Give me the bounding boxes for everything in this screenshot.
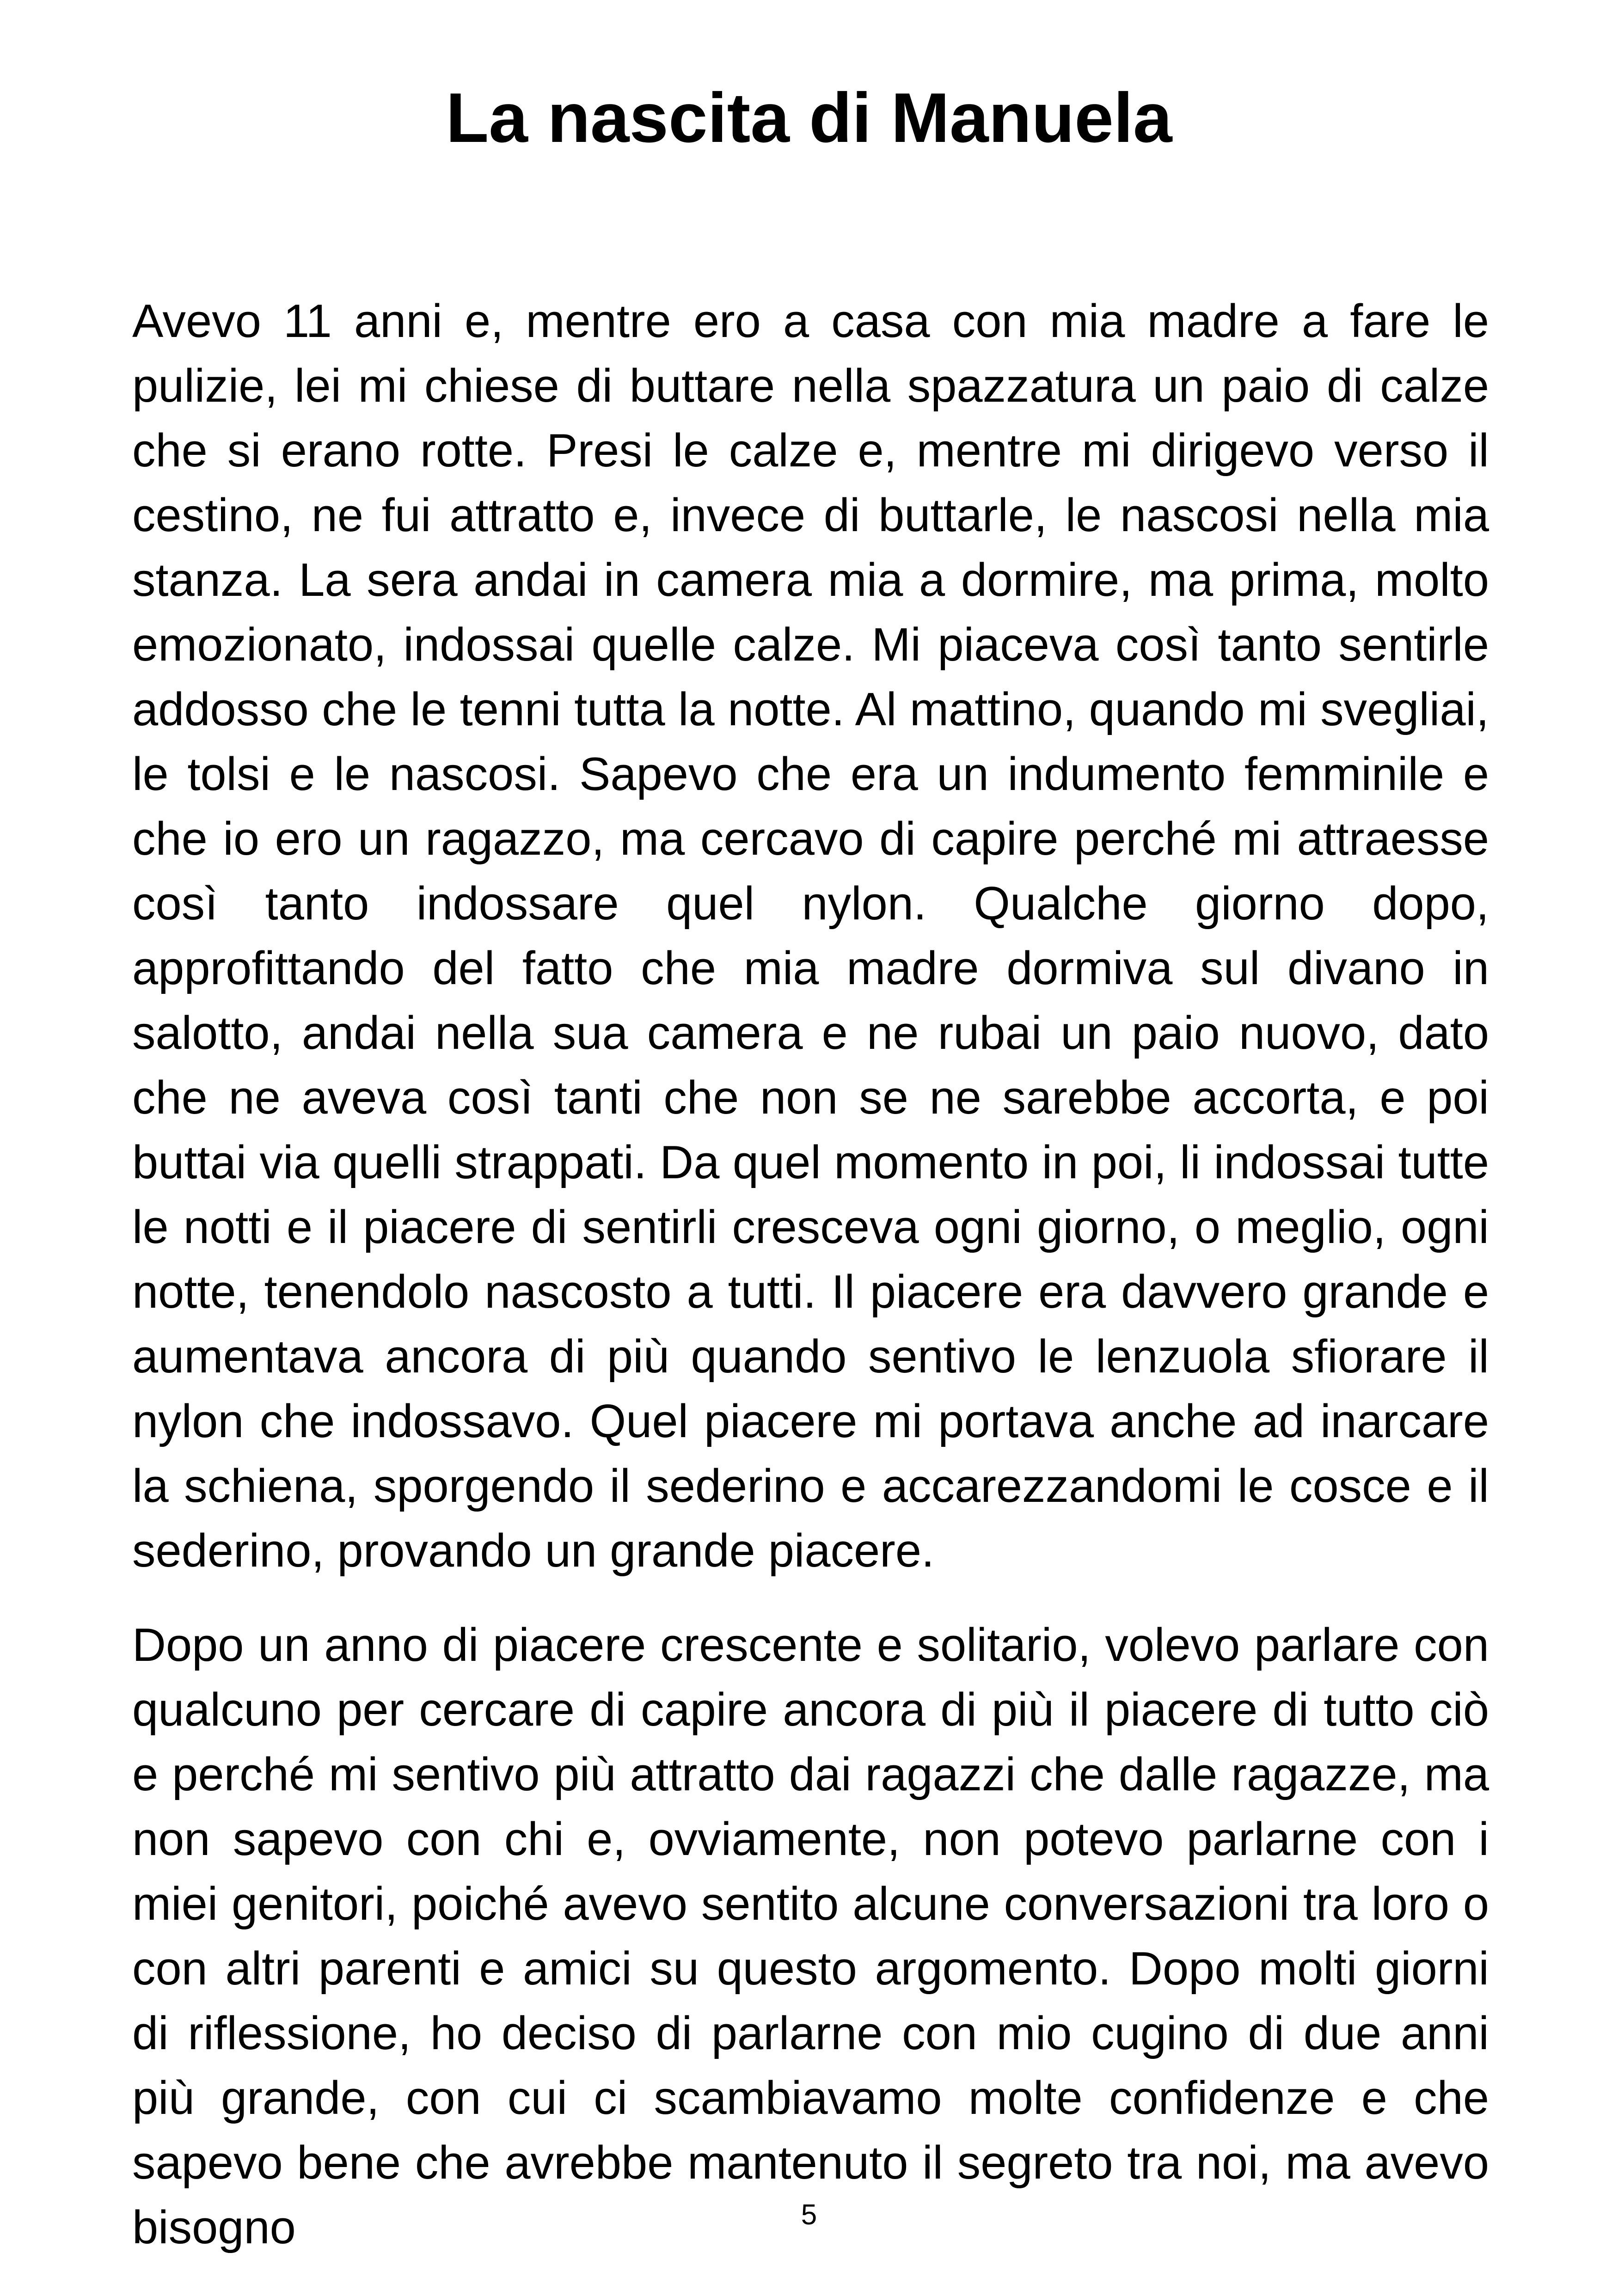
body-text — [132, 289, 1489, 2260]
paragraph-2: Dopo un anno di piacere crescente e solitario, volevo parlare con qualcuno per cercare di capire ancora di più il piacere di tutto ciò e perché mi sentivo più attratto dai ragazzi che dalle ragazze, ma non sapevo con chi e, ovviamente, non potevo parlarne con i miei genitori, poiché avevo sentito alcune conversazioni tra loro o con altri parenti e amici su questo argomento. Dopo molti giorni di riflessione, ho deciso di parlarne con mio cugino di due anni più grande, con cui ci scambiavamo molte confidenze e che sapevo bene che avrebbe mantenuto il segreto tra noi, ma avevo bisogno — [132, 1619, 1489, 2253]
paragraph-1: Avevo 11 anni e, mentre ero a casa con mia madre a fare le pulizie, lei mi chiese di buttare nella spazzatura un paio di calze che si erano rotte. Presi le calze e, mentre mi dirigevo verso il cestino, ne fui attratto e, invece di buttarle, le nascosi nella mia stanza. La sera andai in camera mia a dormire, ma prima, molto emozionato, indossai quelle calze. Mi piaceva così tanto sentirle addosso che le tenni tutta la notte. Al mattino, quando mi svegliai, le tolsi e le nascosi. Sapevo che era un indumento femminile e che io ero un ragazzo, ma cercavo di capire perché mi attraesse così tanto indossare quel nylon. Qualche giorno dopo, approfittando del fatto che mia madre dormiva sul divano in salotto, andai nella sua camera e ne rubai un paio nuovo, dato che ne aveva così tanti che non se ne sarebbe accorta, e poi buttai via quelli strappati. Da quel momento in poi, li indossai tutte le notti e il piacere di sentirli cresceva ogni giorno, o meglio, ogni notte, tenendolo nascosto a tutti. Il piacere era davvero grande e aumentava ancora di più quando sentivo le lenzuola sfiorare il nylon che indossavo. Quel piacere mi portava anche ad inarcare la schiena, sporgendo il sederino e accarezzandomi le cosce e il sederino, provando un grande piacere. — [132, 295, 1489, 1577]
page-title: La nascita di Manuela — [446, 79, 1172, 157]
page-number: 5 — [801, 2199, 817, 2231]
